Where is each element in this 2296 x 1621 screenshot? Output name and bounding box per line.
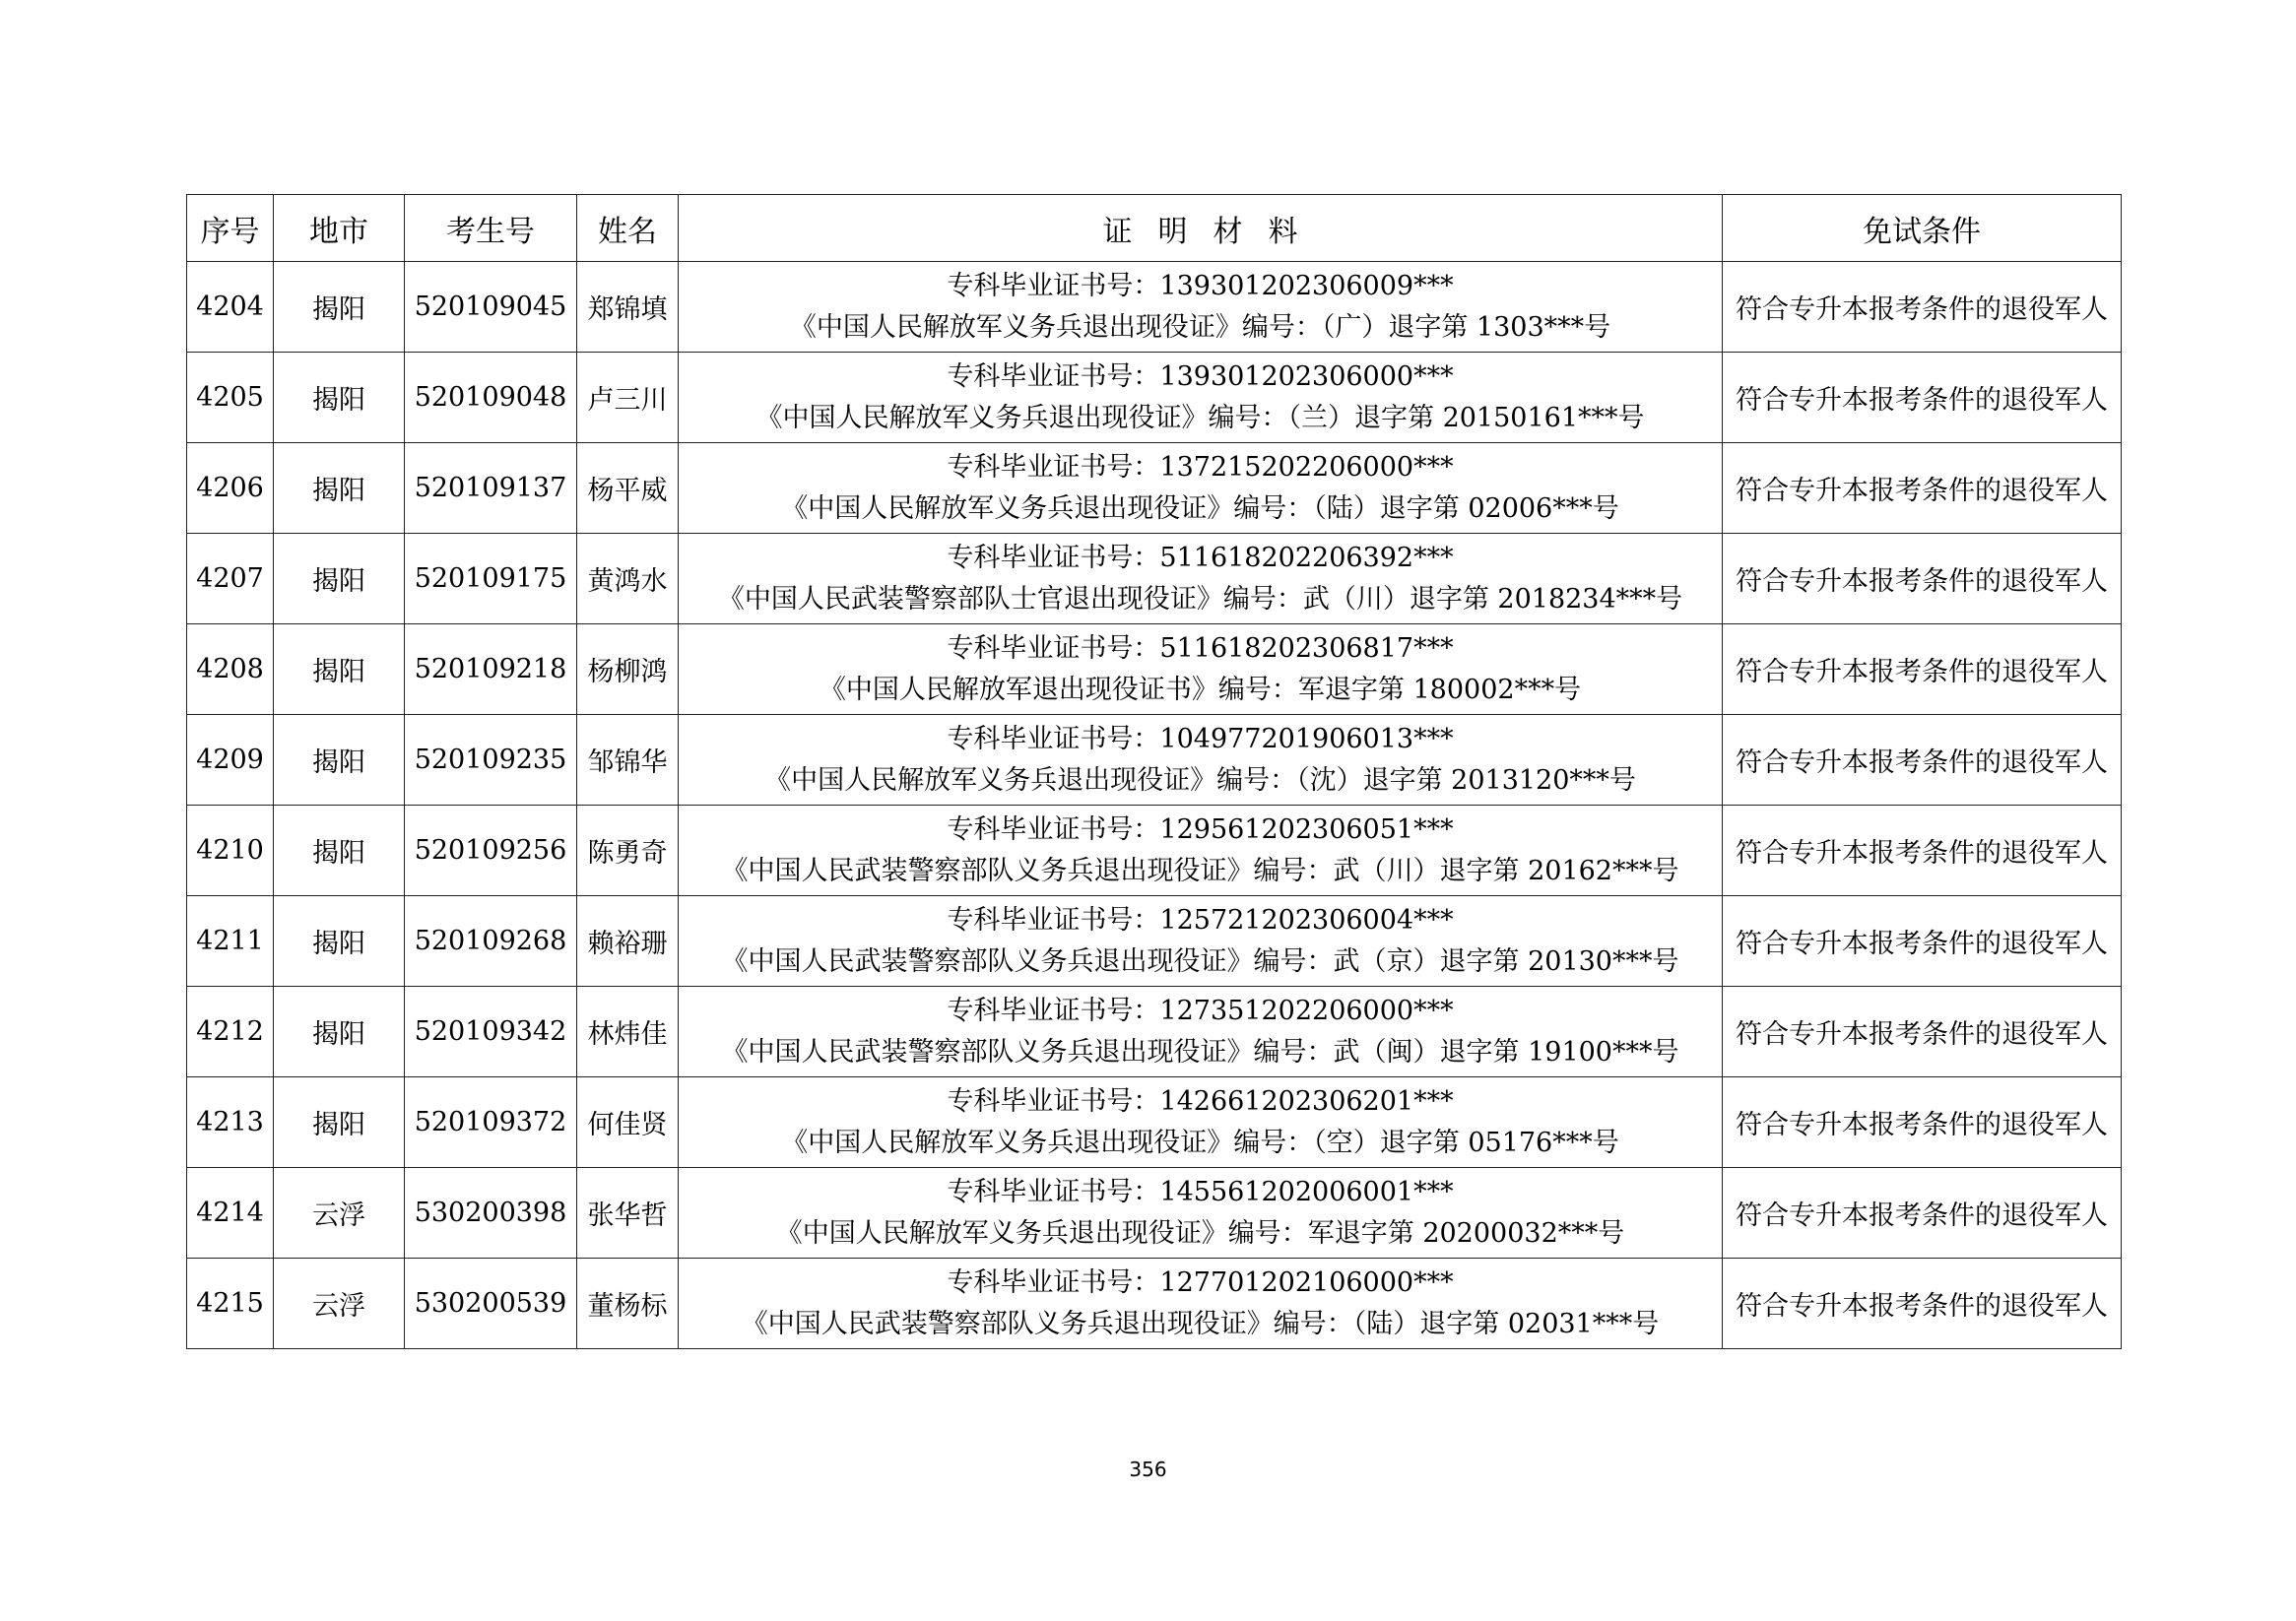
cell-city: 揭阳: [274, 262, 405, 353]
cell-condition: 符合专升本报考条件的退役军人: [1723, 443, 2122, 534]
cell-no: 4206: [187, 443, 274, 534]
cell-exam-no: 520109342: [405, 987, 577, 1077]
diploma-number: 专科毕业证书号：145561202006001***: [947, 1176, 1454, 1207]
cell-condition: 符合专升本报考条件的退役军人: [1723, 624, 2122, 715]
cell-city: 揭阳: [274, 987, 405, 1077]
cell-name: 卢三川: [577, 353, 679, 443]
cell-exam-no: 530200539: [405, 1259, 577, 1349]
cell-city: 揭阳: [274, 715, 405, 806]
cell-name: 邹锦华: [577, 715, 679, 806]
cell-no: 4213: [187, 1077, 274, 1168]
cell-material: [679, 262, 1723, 353]
table-body: [187, 262, 2122, 1349]
cell-name: 郑锦填: [577, 262, 679, 353]
cell-material: [679, 624, 1723, 715]
cell-condition: 符合专升本报考条件的退役军人: [1723, 896, 2122, 987]
discharge-certificate: 《中国人民解放军义务兵退出现役证》编号：（空）退字第 05176***号: [781, 1127, 1619, 1158]
cell-condition: 符合专升本报考条件的退役军人: [1723, 806, 2122, 896]
header-row: [187, 195, 2122, 262]
cell-condition: 符合专升本报考条件的退役军人: [1723, 353, 2122, 443]
table-row: [187, 534, 2122, 624]
cell-material: [679, 715, 1723, 806]
table-row: [187, 896, 2122, 987]
cell-no: 4205: [187, 353, 274, 443]
cell-material: [679, 1168, 1723, 1259]
cell-condition: 符合专升本报考条件的退役军人: [1723, 1168, 2122, 1259]
cell-material: [679, 806, 1723, 896]
header-exam-no: 考生号: [405, 195, 577, 262]
table-row: [187, 1077, 2122, 1168]
cell-condition: 符合专升本报考条件的退役军人: [1723, 715, 2122, 806]
veterans-exemption-table: [186, 194, 2122, 1349]
cell-no: 4208: [187, 624, 274, 715]
cell-city: 云浮: [274, 1168, 405, 1259]
discharge-certificate: 《中国人民武装警察部队士官退出现役证》编号：武（川）退字第 2018234***号: [717, 583, 1683, 615]
cell-exam-no: 520109175: [405, 534, 577, 624]
diploma-number: 专科毕业证书号：139301202306000***: [947, 360, 1454, 392]
table-row: [187, 806, 2122, 896]
cell-material: [679, 1077, 1723, 1168]
table-row: [187, 715, 2122, 806]
table-row: [187, 262, 2122, 353]
table-header: [187, 195, 2122, 262]
discharge-certificate: 《中国人民武装警察部队义务兵退出现役证》编号：（陆）退字第 02031***号: [741, 1308, 1660, 1339]
cell-no: 4212: [187, 987, 274, 1077]
diploma-number: 专科毕业证书号：125721202306004***: [947, 904, 1454, 936]
diploma-number: 专科毕业证书号：104977201906013***: [947, 723, 1454, 754]
cell-material: [679, 443, 1723, 534]
cell-city: 揭阳: [274, 353, 405, 443]
cell-exam-no: 520109256: [405, 806, 577, 896]
cell-city: 揭阳: [274, 896, 405, 987]
cell-exam-no: 520109235: [405, 715, 577, 806]
cell-no: 4210: [187, 806, 274, 896]
table-row: [187, 987, 2122, 1077]
cell-no: 4211: [187, 896, 274, 987]
header-condition: 免试条件: [1723, 195, 2122, 262]
cell-exam-no: 520109048: [405, 353, 577, 443]
cell-condition: 符合专升本报考条件的退役军人: [1723, 987, 2122, 1077]
cell-exam-no: 530200398: [405, 1168, 577, 1259]
cell-name: 杨柳鸿: [577, 624, 679, 715]
diploma-number: 专科毕业证书号：137215202206000***: [947, 451, 1454, 483]
cell-material: [679, 896, 1723, 987]
table-row: [187, 624, 2122, 715]
table-row: [187, 1168, 2122, 1259]
cell-material: [679, 353, 1723, 443]
cell-condition: 符合专升本报考条件的退役军人: [1723, 1259, 2122, 1349]
cell-no: 4214: [187, 1168, 274, 1259]
cell-no: 4204: [187, 262, 274, 353]
cell-name: 杨平威: [577, 443, 679, 534]
cell-condition: 符合专升本报考条件的退役军人: [1723, 262, 2122, 353]
discharge-certificate: 《中国人民解放军义务兵退出现役证》编号：（广）退字第 1303***号: [789, 311, 1611, 343]
diploma-number: 专科毕业证书号：127351202206000***: [947, 995, 1454, 1026]
cell-material: [679, 534, 1723, 624]
header-city: 地市: [274, 195, 405, 262]
cell-name: 黄鸿水: [577, 534, 679, 624]
header-material: 证明材料: [679, 195, 1723, 262]
cell-name: 赖裕珊: [577, 896, 679, 987]
discharge-certificate: 《中国人民武装警察部队义务兵退出现役证》编号：武（闽）退字第 19100***号: [721, 1036, 1679, 1068]
discharge-certificate: 《中国人民解放军义务兵退出现役证》编号：（沈）退字第 2013120***号: [764, 764, 1636, 796]
discharge-certificate: 《中国人民解放军退出现役证书》编号：军退字第 180002***号: [819, 674, 1582, 705]
cell-name: 陈勇奇: [577, 806, 679, 896]
cell-city: 揭阳: [274, 806, 405, 896]
cell-exam-no: 520109137: [405, 443, 577, 534]
diploma-number: 专科毕业证书号：139301202306009***: [947, 270, 1454, 301]
cell-name: 何佳贤: [577, 1077, 679, 1168]
page-number: 356: [1129, 1458, 1167, 1481]
discharge-certificate: 《中国人民解放军义务兵退出现役证》编号：（陆）退字第 02006***号: [781, 492, 1619, 524]
cell-exam-no: 520109372: [405, 1077, 577, 1168]
discharge-certificate: 《中国人民解放军义务兵退出现役证》编号：军退字第 20200032***号: [775, 1217, 1625, 1249]
cell-exam-no: 520109218: [405, 624, 577, 715]
table-row: [187, 443, 2122, 534]
diploma-number: 专科毕业证书号：142661202306201***: [947, 1085, 1454, 1117]
cell-no: 4207: [187, 534, 274, 624]
cell-name: 董杨标: [577, 1259, 679, 1349]
cell-material: [679, 987, 1723, 1077]
cell-city: 云浮: [274, 1259, 405, 1349]
cell-no: 4215: [187, 1259, 274, 1349]
cell-city: 揭阳: [274, 624, 405, 715]
header-name: 姓名: [577, 195, 679, 262]
cell-city: 揭阳: [274, 1077, 405, 1168]
table-row: [187, 353, 2122, 443]
discharge-certificate: 《中国人民武装警察部队义务兵退出现役证》编号：武（京）退字第 20130***号: [721, 945, 1679, 977]
cell-material: [679, 1259, 1723, 1349]
cell-name: 林炜佳: [577, 987, 679, 1077]
discharge-certificate: 《中国人民解放军义务兵退出现役证》编号：（兰）退字第 20150161***号: [755, 402, 1645, 433]
cell-exam-no: 520109268: [405, 896, 577, 987]
diploma-number: 专科毕业证书号：511618202206392***: [947, 542, 1454, 573]
cell-no: 4209: [187, 715, 274, 806]
diploma-number: 专科毕业证书号：127701202106000***: [947, 1266, 1454, 1298]
cell-name: 张华哲: [577, 1168, 679, 1259]
header-no: 序号: [187, 195, 274, 262]
cell-condition: 符合专升本报考条件的退役军人: [1723, 1077, 2122, 1168]
cell-city: 揭阳: [274, 534, 405, 624]
diploma-number: 专科毕业证书号：511618202306817***: [947, 632, 1454, 664]
discharge-certificate: 《中国人民武装警察部队义务兵退出现役证》编号：武（川）退字第 20162***号: [721, 855, 1679, 886]
table-row: [187, 1259, 2122, 1349]
cell-condition: 符合专升本报考条件的退役军人: [1723, 534, 2122, 624]
cell-city: 揭阳: [274, 443, 405, 534]
diploma-number: 专科毕业证书号：129561202306051***: [947, 813, 1454, 845]
cell-exam-no: 520109045: [405, 262, 577, 353]
